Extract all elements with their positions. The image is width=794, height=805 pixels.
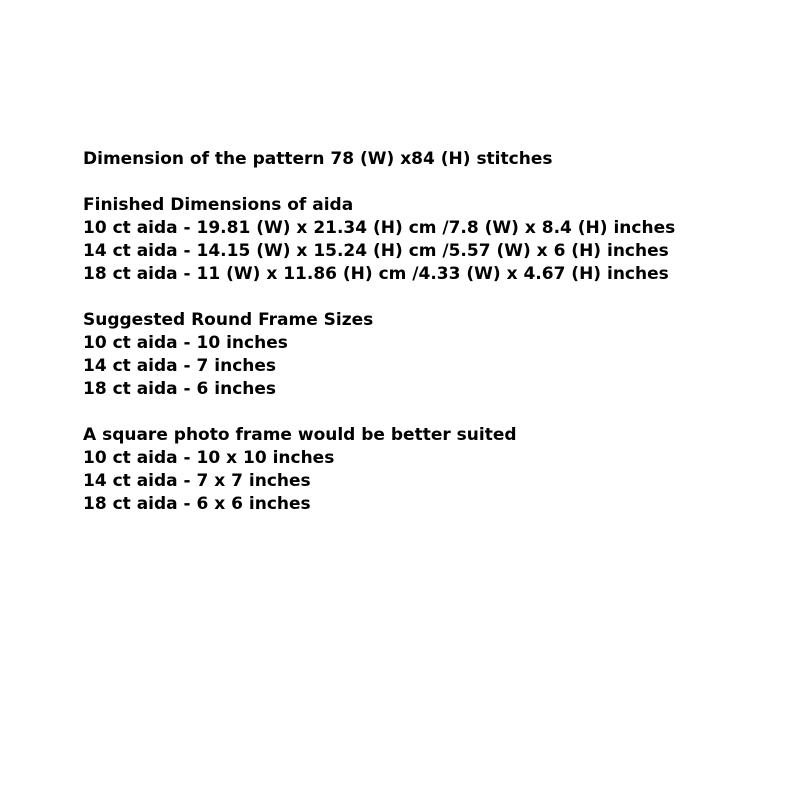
square-frame-heading: A square photo frame would be better suited <box>83 425 517 445</box>
square-frame-row-10ct: 10 ct aida - 10 x 10 inches <box>83 448 335 468</box>
finished-dimension-row-10ct: 10 ct aida - 19.81 (W) x 21.34 (H) cm /7.8 (W) x 8.4 (H) inches <box>83 218 676 238</box>
round-frame-row-14ct: 14 ct aida - 7 inches <box>83 356 277 376</box>
finished-dimensions-heading: Finished Dimensions of aida <box>83 195 354 215</box>
pattern-dimension-section <box>83 148 783 171</box>
pattern-info-text <box>83 148 783 516</box>
round-frame-heading: Suggested Round Frame Sizes <box>83 310 374 330</box>
square-frame-row-18ct: 18 ct aida - 6 x 6 inches <box>83 494 311 514</box>
finished-dimensions-section <box>83 194 783 286</box>
finished-dimension-row-14ct: 14 ct aida - 14.15 (W) x 15.24 (H) cm /5.57 (W) x 6 (H) inches <box>83 241 669 261</box>
square-frame-section <box>83 424 783 516</box>
finished-dimension-row-18ct: 18 ct aida - 11 (W) x 11.86 (H) cm /4.33 (W) x 4.67 (H) inches <box>83 264 669 284</box>
round-frame-row-10ct: 10 ct aida - 10 inches <box>83 333 288 353</box>
round-frame-row-18ct: 18 ct aida - 6 inches <box>83 379 277 399</box>
round-frame-section <box>83 309 783 401</box>
square-frame-row-14ct: 14 ct aida - 7 x 7 inches <box>83 471 311 491</box>
pattern-dimension-line: Dimension of the pattern 78 (W) x84 (H) stitches <box>83 149 553 169</box>
